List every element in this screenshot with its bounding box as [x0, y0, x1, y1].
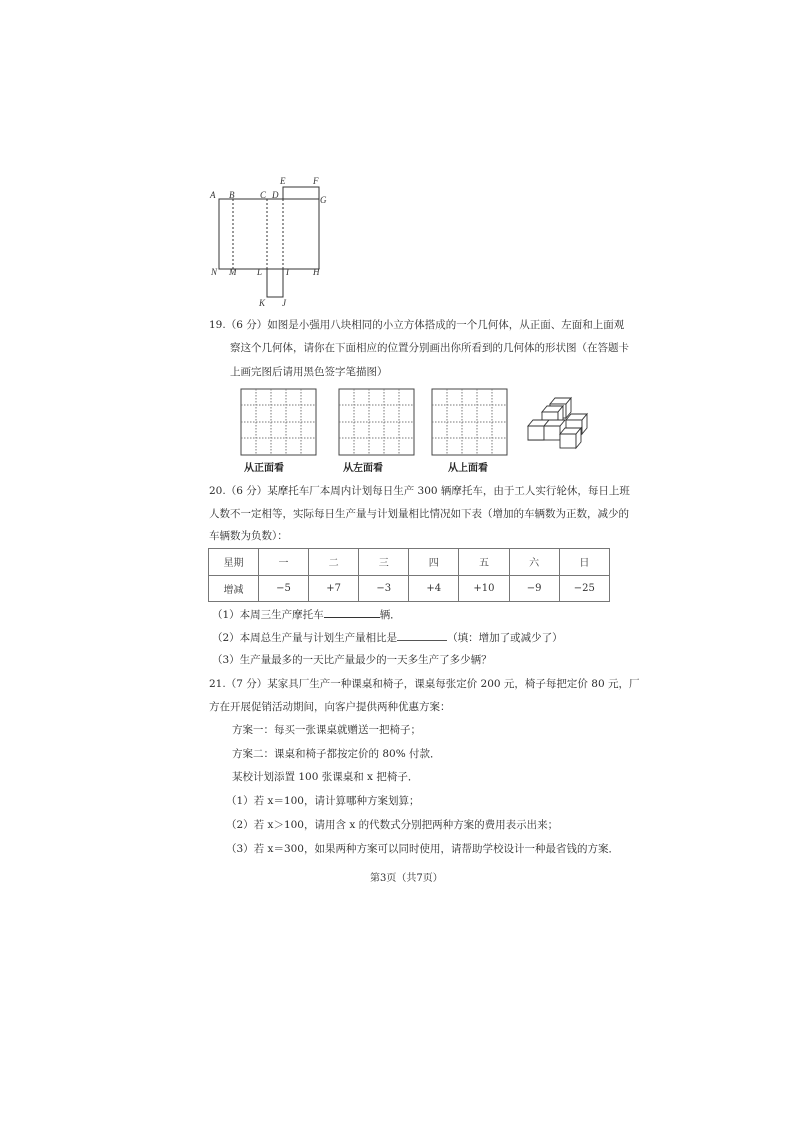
vertex-label: B	[229, 190, 235, 200]
q20-sub1-text: （1）本周三生产摩托车	[212, 609, 324, 621]
table-cell: 日	[559, 549, 609, 576]
vertex-label: N	[211, 267, 218, 277]
table-cell: +10	[459, 575, 509, 602]
front-view-grid	[240, 388, 318, 456]
vertex-label: I	[286, 267, 289, 277]
vertex-label: K	[259, 298, 266, 308]
q19-line2: 察这个几何体，请你在下面相应的位置分别画出你所看到的几何体的形状图（在答题卡	[230, 342, 629, 354]
table-cell: 星期	[209, 549, 259, 576]
vertex-label: D	[272, 190, 279, 200]
table-cell: 三	[359, 549, 409, 576]
front-view-caption: 从正面看	[244, 463, 284, 474]
vertex-label: C	[260, 190, 267, 200]
q19-line1: 19.（6 分）如图是小强用八块相同的小立方体搭成的一个几何体，从正面、左面和上面观	[209, 319, 625, 331]
q20-sub1	[212, 607, 401, 622]
q21-line2: 方在开展促销活动期间，向客户提供两种优惠方案：	[209, 701, 451, 713]
table-cell: +7	[309, 575, 359, 602]
table-cell: 二	[309, 549, 359, 576]
q20-sub3: （3）生产量最多的一天比产量最少的一天多生产了多少辆？	[212, 654, 492, 666]
table-cell: 五	[459, 549, 509, 576]
vertex-label: J	[282, 298, 286, 308]
table-cell: −9	[509, 575, 559, 602]
table-cell: +4	[409, 575, 459, 602]
table-row	[209, 575, 610, 602]
table-header-row	[209, 549, 610, 576]
vertex-label: E	[280, 176, 286, 186]
table-cell: 增减	[209, 575, 259, 602]
q20-sub2	[212, 630, 563, 645]
q20-line2: 人数不一定相等，实际每日生产量与计划量相比情况如下表（增加的车辆数为正数，减少的	[209, 508, 629, 520]
vertex-label: G	[320, 195, 327, 205]
table-cell: −5	[258, 575, 308, 602]
q21-sub2: （2）若 x＞100，请用含 x 的代数式分别把两种方案的费用表示出来；	[226, 819, 559, 831]
q20-sub1-unit: 辆．	[379, 609, 401, 621]
q21-line1: 21.（7 分）某家具厂生产一种课桌和椅子，课桌每张定价 200 元，椅子每把定价 80 元，厂	[209, 678, 640, 690]
cube-solid-figure	[524, 392, 596, 452]
answer-blank[interactable]	[397, 630, 447, 641]
vertex-label: H	[313, 267, 320, 277]
left-view-grid	[338, 388, 416, 456]
table-cell: −25	[559, 575, 609, 602]
q20-line3: 车辆数为负数）：	[209, 530, 288, 542]
vertex-label: A	[210, 190, 216, 200]
table-cell: 六	[509, 549, 559, 576]
table-cell: 一	[258, 549, 308, 576]
q21-sub3: （3）若 x＝300，如果两种方案可以同时使用，请帮助学校设计一种最省钱的方案．	[226, 843, 619, 855]
vertex-label: L	[257, 267, 263, 277]
net-figure-lines	[205, 172, 335, 312]
vertex-label: M	[229, 267, 237, 277]
top-view-grid	[431, 388, 509, 456]
answer-blank[interactable]	[324, 607, 380, 618]
q21-plan1: 方案一：每买一张课桌就赠送一把椅子；	[232, 724, 421, 736]
q21-sub1: （1）若 x＝100，请计算哪种方案划算；	[226, 795, 420, 807]
page-footer: 第3页（共7页）	[370, 873, 443, 884]
q21-plan2: 方案二：课桌和椅子都按定价的 80% 付款．	[232, 748, 441, 760]
top-view-caption: 从上面看	[448, 463, 488, 474]
q20-line1: 20.（6 分）某摩托车厂本周内计划每日生产 300 辆摩托车，由于工人实行轮休，每日上班	[209, 485, 630, 497]
q20-sub2-text: （2）本周总生产量与计划生产量相比是	[212, 632, 398, 644]
table-cell: 四	[409, 549, 459, 576]
q21-school: 某校计划添置 100 张课桌和 x 把椅子．	[232, 771, 419, 783]
production-change-table	[208, 548, 610, 602]
table-cell: −3	[359, 575, 409, 602]
left-view-caption: 从左面看	[343, 463, 383, 474]
net-figure	[205, 172, 335, 312]
vertex-label: F	[313, 176, 319, 186]
q19-line3: 上画完图后请用黑色签字笔描图）	[230, 366, 388, 378]
q20-sub2-hint: （填：增加了或减少了）	[447, 632, 563, 644]
